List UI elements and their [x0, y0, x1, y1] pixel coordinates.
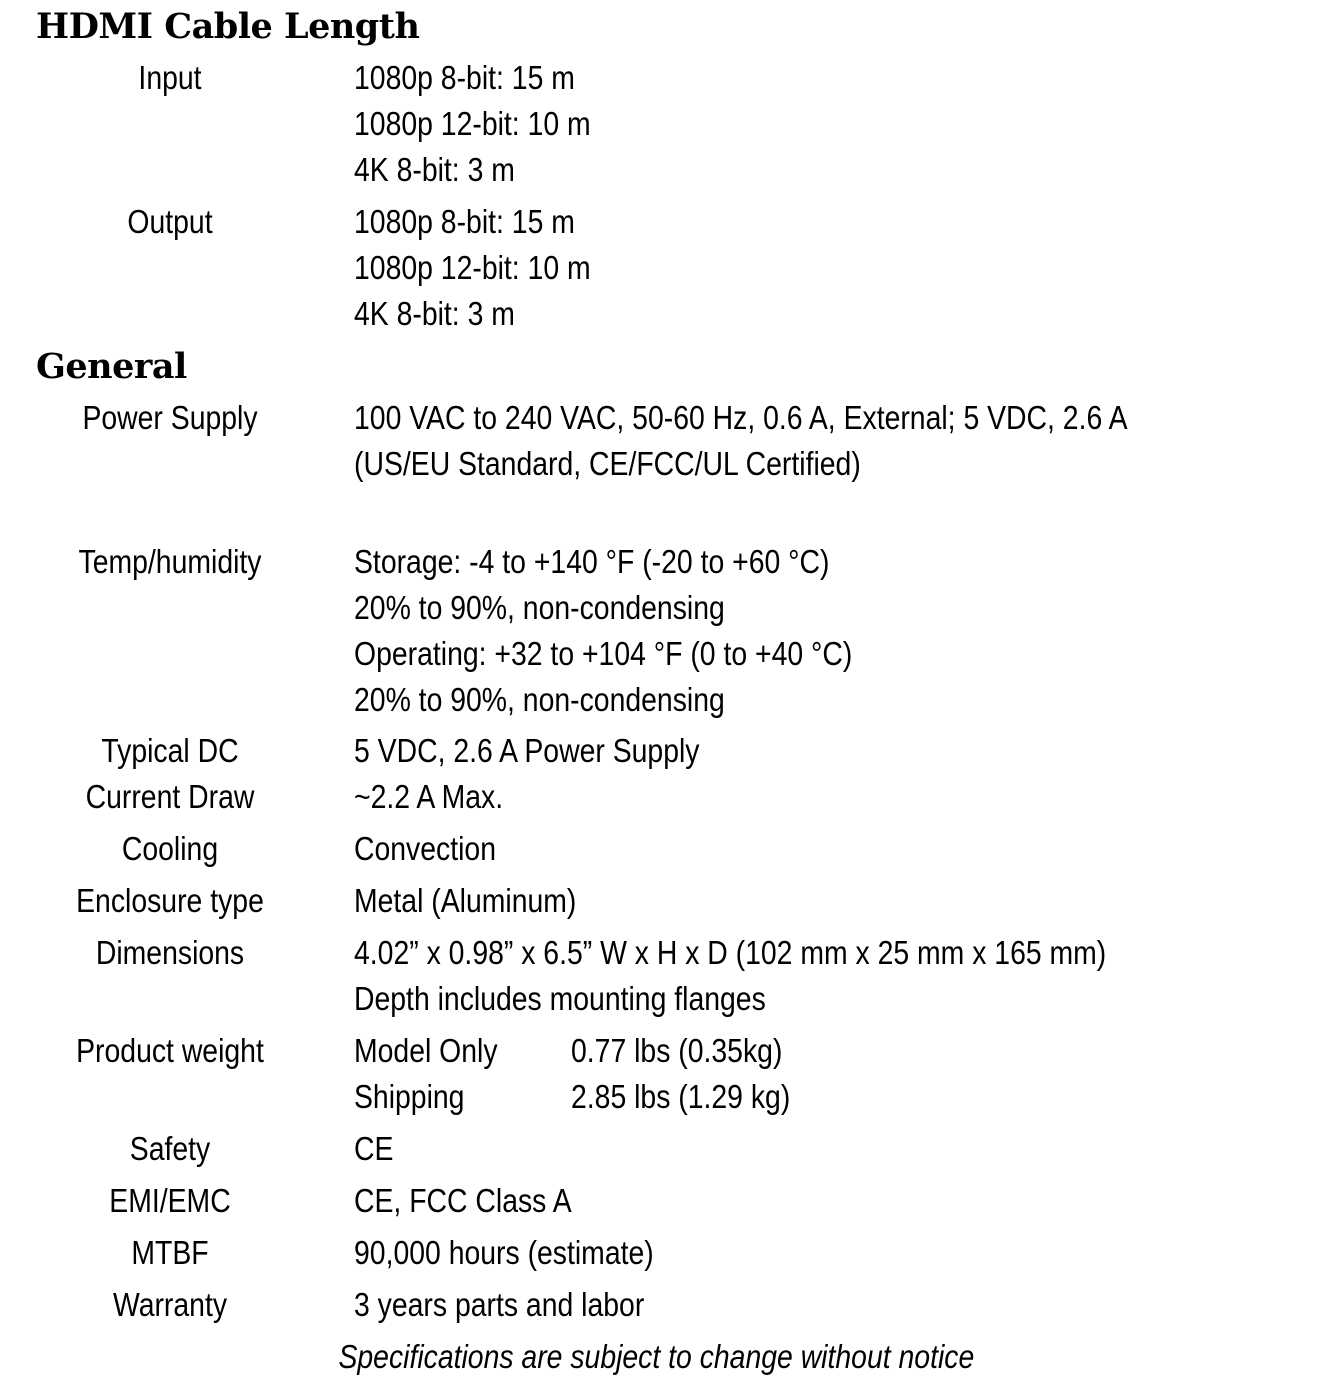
- label-product-weight: Product weight: [76, 1032, 264, 1069]
- weight-value-shipping: 2.85 lbs (1.29 kg): [571, 1078, 791, 1115]
- value-input-1080p-12bit: 1080p 12-bit: 10 m: [354, 105, 591, 142]
- section-title-hdmi: HDMI Cable Length: [36, 6, 420, 47]
- value-temp-operating-humidity: 20% to 90%, non-condensing: [354, 681, 725, 718]
- label-safety: Safety: [129, 1130, 211, 1167]
- label-enclosure-type: Enclosure type: [76, 882, 264, 919]
- label-mtbf: MTBF: [131, 1234, 209, 1271]
- label-typical-dc: Typical DC: [101, 732, 239, 769]
- value-power-supply-line-1: 100 VAC to 240 VAC, 50-60 Hz, 0.6 A, External; 5 VDC, 2.6 A: [354, 399, 1128, 436]
- value-dimensions-note: Depth includes mounting flanges: [354, 980, 766, 1017]
- value-output-4k-8bit: 4K 8-bit: 3 m: [354, 295, 515, 332]
- label-power-supply: Power Supply: [82, 399, 258, 436]
- value-enclosure-type: Metal (Aluminum): [354, 882, 577, 919]
- value-temp-storage: Storage: -4 to +140 °F (-20 to +60 °C): [354, 543, 830, 580]
- value-temp-operating: Operating: +32 to +104 °F (0 to +40 °C): [354, 635, 853, 672]
- value-input-4k-8bit: 4K 8-bit: 3 m: [354, 151, 515, 188]
- label-input: Input: [138, 59, 202, 96]
- weight-name-shipping: Shipping: [354, 1078, 465, 1115]
- section-title-general: General: [36, 346, 187, 387]
- value-input-1080p-8bit: 1080p 8-bit: 15 m: [354, 59, 575, 96]
- value-dimensions: 4.02” x 0.98” x 6.5” W x H x D (102 mm x 25 mm x 165 mm): [354, 934, 1107, 971]
- label-emi-emc: EMI/EMC: [109, 1182, 231, 1219]
- value-output-1080p-8bit: 1080p 8-bit: 15 m: [354, 203, 575, 240]
- label-current-draw: Current Draw: [85, 778, 255, 815]
- label-cooling: Cooling: [121, 830, 219, 867]
- weight-value-model-only: 0.77 lbs (0.35kg): [571, 1032, 783, 1069]
- value-cooling: Convection: [354, 830, 496, 867]
- value-temp-storage-humidity: 20% to 90%, non-condensing: [354, 589, 725, 626]
- value-output-1080p-12bit: 1080p 12-bit: 10 m: [354, 249, 591, 286]
- value-safety: CE: [354, 1130, 394, 1167]
- value-mtbf: 90,000 hours (estimate): [354, 1234, 654, 1271]
- label-dimensions: Dimensions: [95, 934, 245, 971]
- footer-disclaimer: Specifications are subject to change without notice: [338, 1338, 975, 1375]
- value-emi-emc: CE, FCC Class A: [354, 1182, 572, 1219]
- label-warranty: Warranty: [112, 1286, 228, 1323]
- value-current-max: ~2.2 A Max.: [354, 778, 504, 815]
- label-temp-humidity: Temp/humidity: [78, 543, 262, 580]
- value-current-power-supply: 5 VDC, 2.6 A Power Supply: [354, 732, 700, 769]
- weight-name-model-only: Model Only: [354, 1032, 498, 1069]
- value-power-supply-line-2: (US/EU Standard, CE/FCC/UL Certified): [354, 445, 861, 482]
- label-output: Output: [127, 203, 213, 240]
- value-warranty: 3 years parts and labor: [354, 1286, 645, 1323]
